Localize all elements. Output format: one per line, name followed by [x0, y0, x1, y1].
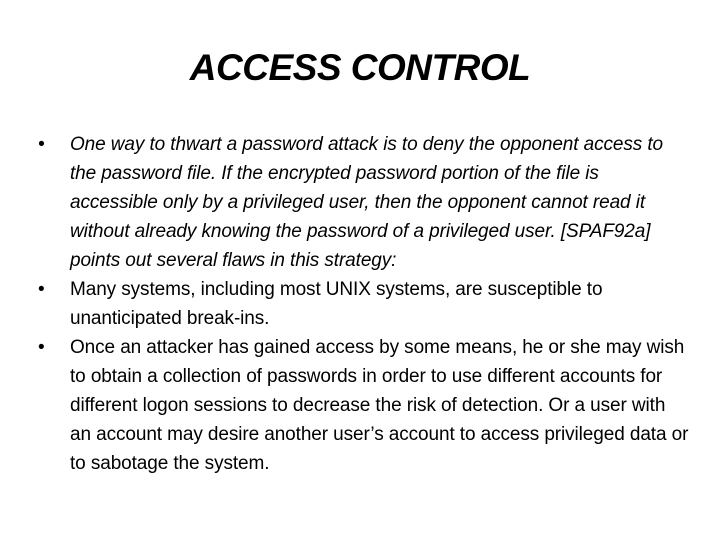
bullet-marker-1: • — [38, 134, 45, 155]
bullet-marker-3: • — [38, 337, 45, 358]
bullet-item-2 — [0, 275, 720, 333]
bullet-item-1 — [0, 130, 720, 275]
bullet-text-3: Once an attacker has gained access by some means, he or she may wish to obtain a collection of passwords in order to use different accounts for different logon sessions to decrease the risk of detection. Or a user with an account may desire another user’s account to access privileged data or to sabotage the system. — [70, 337, 689, 474]
bullet-text-1: One way to thwart a password attack is to deny the opponent access to the password file. If the encrypted password portion of the file is accessible only by a privileged user, then the opponent cannot read it without already knowing the password of a privileged user. [SPAF92a] points out several flaws in this strategy: — [70, 134, 663, 271]
bullet-text-2: Many systems, including most UNIX systems, are susceptible to unanticipated break-ins. — [70, 279, 603, 329]
bullet-marker-2: • — [38, 279, 45, 300]
bullet-list — [0, 130, 720, 478]
slide-title: ACCESS CONTROL — [189, 47, 531, 88]
bullet-item-3 — [0, 333, 720, 478]
